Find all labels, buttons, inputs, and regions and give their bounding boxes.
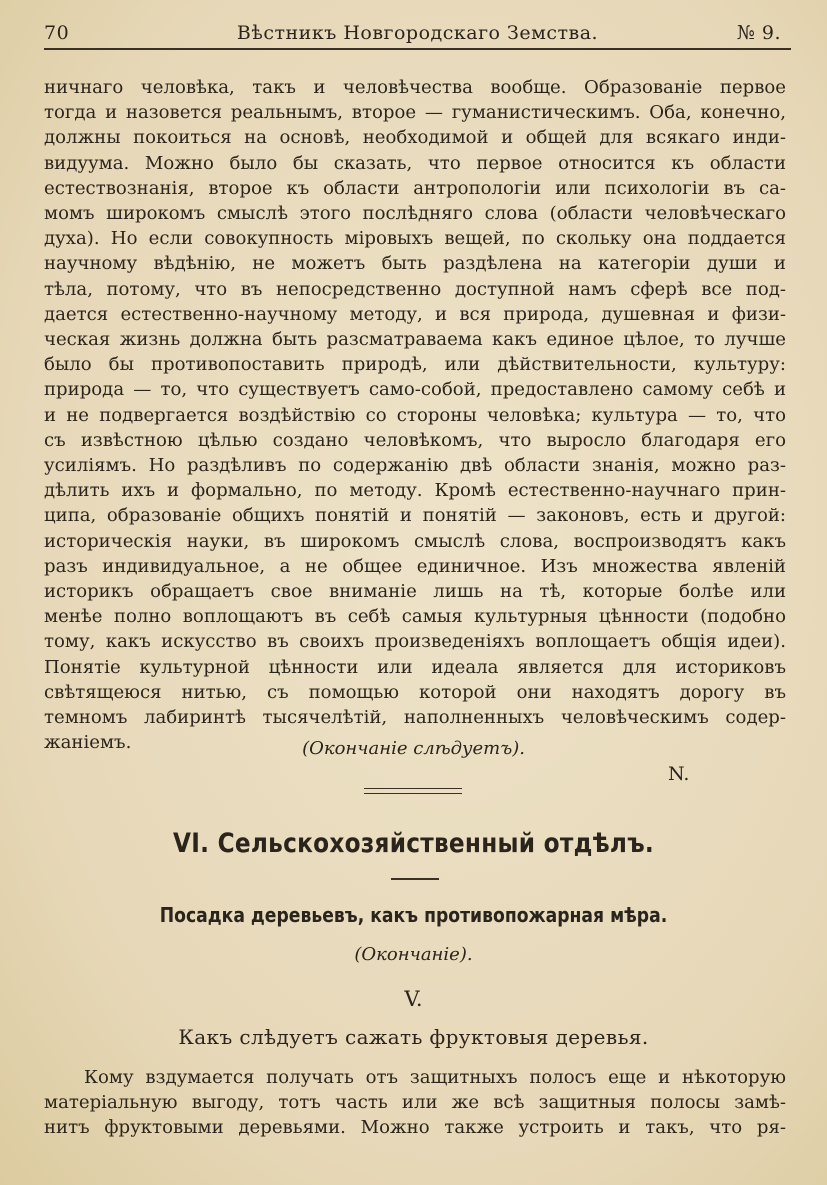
article-body-bottom (44, 1065, 786, 1141)
text-line: дается естественно-научному методу, и вся природа, душевная и физи- (44, 303, 786, 325)
page-number: 70 (44, 22, 70, 44)
text-line: менѣе полно воплощаютъ въ себѣ самыя культурныя цѣнности (подобно (44, 606, 786, 628)
text-line: и не подвергается воздѣйствію со стороны человѣка; культура — то, что (44, 404, 786, 426)
text-line: ничнаго человѣка, такъ и человѣчества вообще. Образованіе первое (44, 77, 786, 98)
text-line: свѣтящеюся нитью, съ помощью которой они находятъ дорогу въ (44, 681, 786, 703)
text-line: природа — то, что существуетъ само-собой, предоставлено самому себѣ и (44, 379, 786, 401)
text-line: тогда и назовется реальнымъ, второе — гуманистическимъ. Оба, конечно, (44, 102, 786, 124)
short-rule-divider (391, 878, 439, 880)
text-line: нитъ фруктовыми деревьями. Можно также устроить и такъ, что ря- (44, 1117, 786, 1139)
text-line: историкъ обращаетъ свое вниманіе лишь на тѣ, которые болѣе или (44, 581, 786, 603)
text-line: съ извѣстною цѣлью создано человѣкомъ, что выросло благодаря его (44, 429, 786, 451)
text-line: ципа, образованіе общихъ понятій и понятій — законовъ, есть и другой: (44, 505, 786, 527)
text-line: матеріальную выгоду, тотъ часть или же всѣ защитныя полосы замѣ- (44, 1092, 786, 1114)
article-subtitle: (Окончаніе). (354, 944, 473, 965)
text-line: разъ индивидуальное, а не общее единичное. Изъ множества явленій (44, 555, 786, 577)
text-line: тому, какъ искусство въ своихъ произведеніяхъ воплощаетъ общія идеи). (44, 631, 786, 653)
text-line: дѣлить ихъ и формально, по методу. Кромѣ естественно-научнаго прин- (44, 480, 786, 502)
text-line: темномъ лабиринтѣ тысячелѣтій, наполненныхъ человѣческимъ содер- (44, 707, 786, 729)
article-body-top (44, 75, 786, 755)
text-line: научному вѣдѣнію, не можетъ быть раздѣлена на категоріи души и (44, 253, 786, 275)
text-line: духа). Но если совокупность міровыхъ вещей, по скольку она поддается (44, 228, 786, 250)
double-rule-divider (364, 788, 462, 794)
text-line: историческія науки, въ широкомъ смыслѣ слова, воспроизводятъ какъ (44, 530, 786, 552)
issue-number: № 9. (736, 22, 781, 44)
text-line: жаніемъ. (44, 732, 132, 754)
chapter-title: Какъ слѣдуетъ сажать фруктовыя деревья. (178, 1025, 649, 1049)
text-line: было бы противопоставить природѣ, или дѣйствительности, культуру: (44, 354, 786, 376)
text-line: ческая жизнь должна быть разсматраваема какъ единое цѣлое, то лучше (44, 329, 786, 351)
page-header (44, 22, 791, 50)
text-line: должны покоиться на основѣ, необходимой и общей для всякаго инди- (44, 127, 786, 149)
text-line: видуума. Можно было бы сказать, что первое относится къ области (44, 152, 786, 174)
article-title: Посадка деревьевъ, какъ противопожарная мѣра. (159, 903, 668, 927)
text-line: момъ широкомъ смыслѣ этого послѣдняго слова (области человѣческаго (44, 203, 786, 225)
text-line: тѣла, потому, что въ непосредственно доступной намъ сферѣ все под- (44, 278, 786, 300)
section-heading: VI. Сельскохозяйственный отдѣлъ. (173, 828, 654, 859)
text-line: усиліямъ. Но раздѣливъ по содержанію двѣ области знанія, можно раз- (44, 455, 786, 477)
chapter-number: V. (404, 987, 423, 1011)
continuation-note: (Окончаніе слѣдуетъ). (302, 738, 525, 759)
author-signature: N. (668, 763, 690, 785)
journal-title: Вѣстникъ Новгородскаго Земства. (236, 22, 599, 44)
text-line: естествознанія, второе къ области антропологіи или психологіи въ са- (44, 177, 786, 199)
text-line: Кому вздумается получать отъ защитныхъ полосъ еще и нѣкоторую (84, 1067, 786, 1088)
text-line: Понятіе культурной цѣнности или идеала является для историковъ (44, 656, 786, 678)
